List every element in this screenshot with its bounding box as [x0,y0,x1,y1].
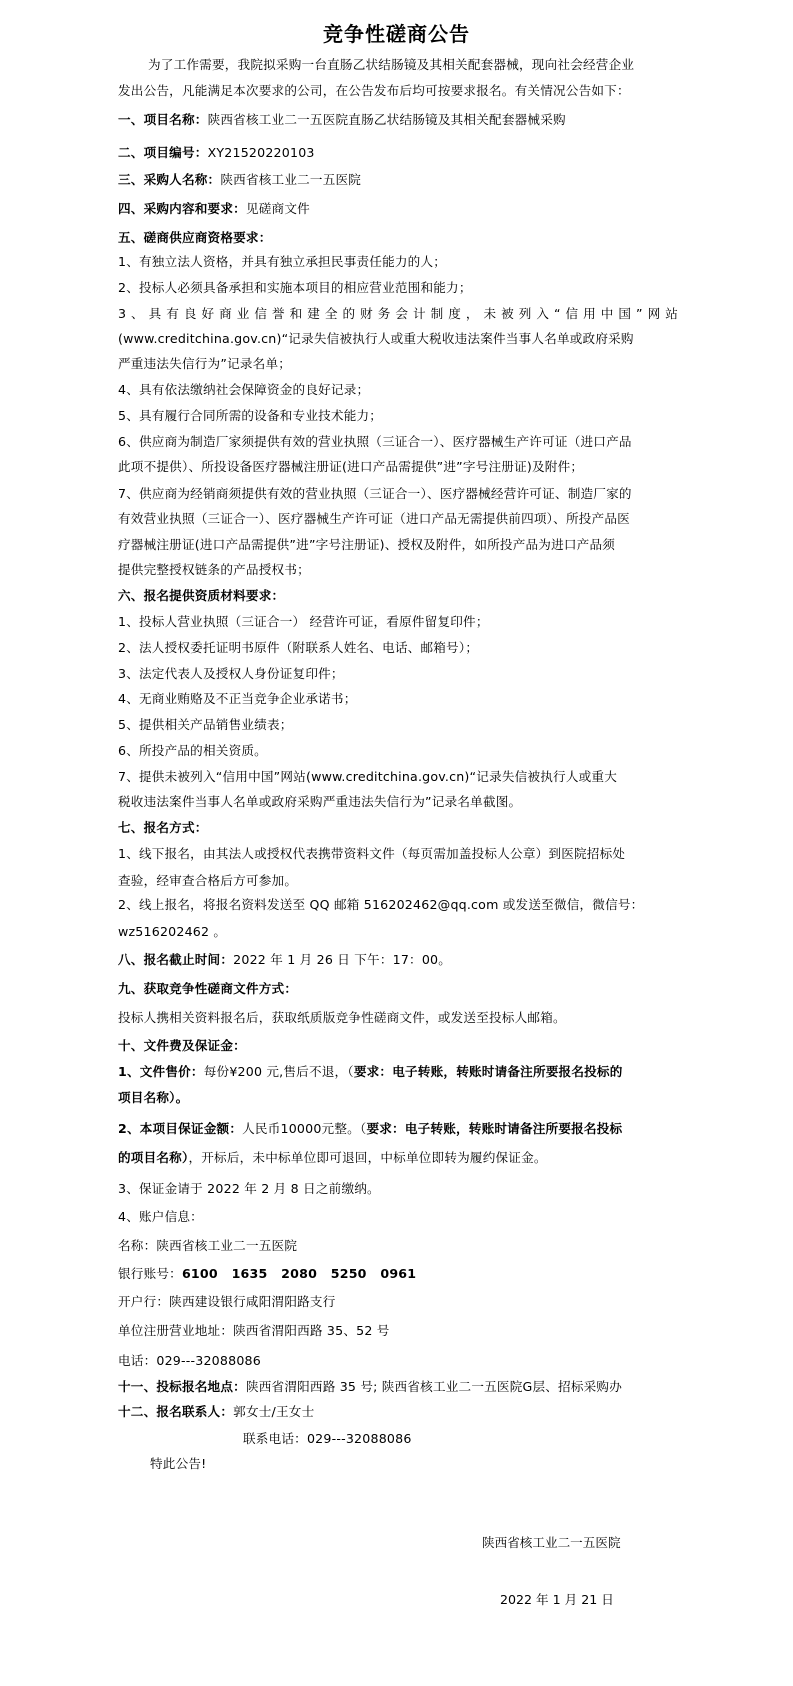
list-item: 5、提供相关产品销售业绩表； [118,717,293,732]
section-purchaser-name [118,171,678,188]
section-deadline [118,951,678,968]
section-value: XY21520220103 [207,145,315,160]
deposit-requirement: 要求：电子转账，转账时请备注所要报名投标 [366,1121,623,1136]
fee-requirement: 要求：电子转账，转账时请备注所要报名投标的 [353,1064,623,1079]
list-item: 此项不提供）、所投设备医疗器械注册证(进口产品需提供”进”字号注册证)及附件； [118,459,584,474]
account-name [118,1237,678,1254]
bank-account-number: 6100 1635 2080 5250 0961 [181,1266,417,1281]
section-value: 陕西省渭阳西路 35 号; 陕西省核工业二一五医院G层、招标采购办 [245,1379,623,1394]
fee-value: 每份¥200 元,售后不退，（ [203,1064,354,1079]
section-label: 十二、报名联系人： [118,1404,234,1419]
section-label: 四、采购内容和要求： [118,201,246,216]
section-contact [118,1403,678,1420]
section-value: 见磋商文件 [245,201,310,216]
list-item: 4、具有依法缴纳社会保障资金的良好记录； [118,382,370,397]
section-content-requirements [118,200,678,217]
list-item: 有效营业执照（三证合一）、医疗器械生产许可证（进口产品无需提供前四项）、所投产品医 [118,511,630,526]
fee-label: 1、文件售价： [118,1064,204,1079]
list-item: wz516202462 。 [118,924,227,939]
section-heading-fees: 十、文件费及保证金： [118,1038,246,1053]
list-item: 投标人携相关资料报名后，获取纸质版竞争性磋商文件，或发送至投标人邮箱。 [118,1010,566,1025]
deposit-value: 人民币10000元整。（ [242,1121,367,1136]
list-item: 1、投标人营业执照（三证合一） 经营许可证，看原件留复印件； [118,614,489,629]
list-item: (www.creditchina.gov.cn)“记录失信被执行人或重大税收违法案件当事人名单或政府采购 [118,331,634,346]
section-heading-obtain-documents: 九、获取竞争性磋商文件方式： [118,981,298,996]
section-project-name [118,111,678,128]
list-item: 4、无商业贿赂及不正当竞争企业承诺书； [118,691,357,706]
list-item: 1、有独立法人资格，并具有独立承担民事责任能力的人； [118,254,447,269]
list-item: 提供完整授权链条的产品授权书； [118,562,310,577]
deposit-due: 3、保证金请于 2022 年 2 月 8 日之前缴纳。 [118,1181,380,1196]
list-item: 严重违法失信行为”记录名单； [118,356,292,371]
deposit-line [118,1120,678,1137]
section-heading-registration: 七、报名方式： [118,820,208,835]
bank-account-label: 银行账号： [118,1266,182,1281]
deposit-requirement-cont: 的项目名称） [118,1150,189,1165]
account-name-label: 名称： [118,1238,157,1253]
section-label: 三、采购人名称： [118,172,221,187]
page-title: 竞争性磋商公告 [323,22,470,46]
contact-phone: 联系电话：029---32088086 [243,1431,412,1446]
signature: 陕西省核工业二一五医院 [482,1535,621,1550]
section-label: 二、项目编号： [118,145,208,160]
deposit-label: 2、本项目保证金额： [118,1121,243,1136]
deposit-line-cont [118,1149,678,1166]
intro-line: 为了工作需要，我院拟采购一台直肠乙状结肠镜及其相关配套器械，现向社会经营企业 [148,57,635,72]
section-value: 2022 年 1 月 26 日 下午：17：00。 [233,952,452,967]
list-item: 5、具有履行合同所需的设备和专业技术能力； [118,408,383,423]
intro-line: 发出公告，凡能满足本次要求的公司，在公告发布后均可按要求报名。有关情况公告如下： [118,83,630,98]
list-item: 2、法人授权委托证明书原件（附联系人姓名、电话、邮箱号）； [118,640,479,655]
bank-branch: 开户行：陕西建设银行咸阳渭阳路支行 [118,1294,336,1309]
bank-account [118,1265,678,1282]
section-project-number [118,144,678,161]
list-item: 2、线上报名，将报名资料发送至 QQ 邮箱 516202462@qq.com 或发送至微信，微信号： [118,897,644,912]
list-item: 3、法定代表人及授权人身份证复印件； [118,666,344,681]
fee-requirement-cont: 项目名称）。 [118,1090,189,1105]
section-label: 一、项目名称： [118,112,208,127]
section-label: 八、报名截止时间： [118,952,234,967]
section-heading-materials: 六、报名提供资质材料要求： [118,588,285,603]
account-title: 4、账户信息： [118,1209,203,1224]
section-value: 陕西省核工业二一五医院 [220,172,362,187]
list-item: 6、供应商为制造厂家须提供有效的营业执照（三证合一）、医疗器械生产许可证（进口产品 [118,434,632,449]
section-label: 十一、投标报名地点： [118,1379,246,1394]
account-phone: 电话：029---32088086 [118,1353,261,1368]
section-value: 陕西省核工业二一五医院直肠乙状结肠镜及其相关配套器械采购 [207,112,566,127]
list-item: 7、提供未被列入“信用中国”网站(www.creditchina.gov.cn)“记录失信被执行人或重大 [118,769,618,784]
list-item: 3、具有良好商业信誉和建全的财务会计制度，未被列入“信用中国”网站 [118,306,678,321]
section-heading-qualifications: 五、磋商供应商资格要求： [118,230,272,245]
closing-notice: 特此公告! [150,1456,207,1471]
list-item: 查验，经审查合格后方可参加。 [118,873,298,888]
section-bid-location [118,1378,678,1395]
list-item: 2、投标人必须具备承担和实施本项目的相应营业范围和能力； [118,280,472,295]
fee-line [118,1063,678,1080]
deposit-tail: ，开标后，未中标单位即可退回，中标单位即转为履约保证金。 [188,1150,547,1165]
account-name-value: 陕西省核工业二一五医院 [156,1238,298,1253]
list-item: 1、线下报名，由其法人或授权代表携带资料文件（每页需加盖投标人公章）到医院招标处 [118,846,626,861]
list-item: 7、供应商为经销商须提供有效的营业执照（三证合一）、医疗器械经营许可证、制造厂家的 [118,486,632,501]
list-item: 税收违法案件当事人名单或政府采购严重违法失信行为”记录名单截图。 [118,794,522,809]
list-item: 6、所投产品的相关资质。 [118,743,267,758]
date: 2022 年 1 月 21 日 [500,1592,614,1607]
section-value: 郭女士/王女士 [233,1404,315,1419]
list-item: 疗器械注册证(进口产品需提供”进”字号注册证)、授权及附件，如所投产品为进口产品须 [118,537,616,552]
registered-address: 单位注册营业地址：陕西省渭阳西路 35、52 号 [118,1323,390,1338]
